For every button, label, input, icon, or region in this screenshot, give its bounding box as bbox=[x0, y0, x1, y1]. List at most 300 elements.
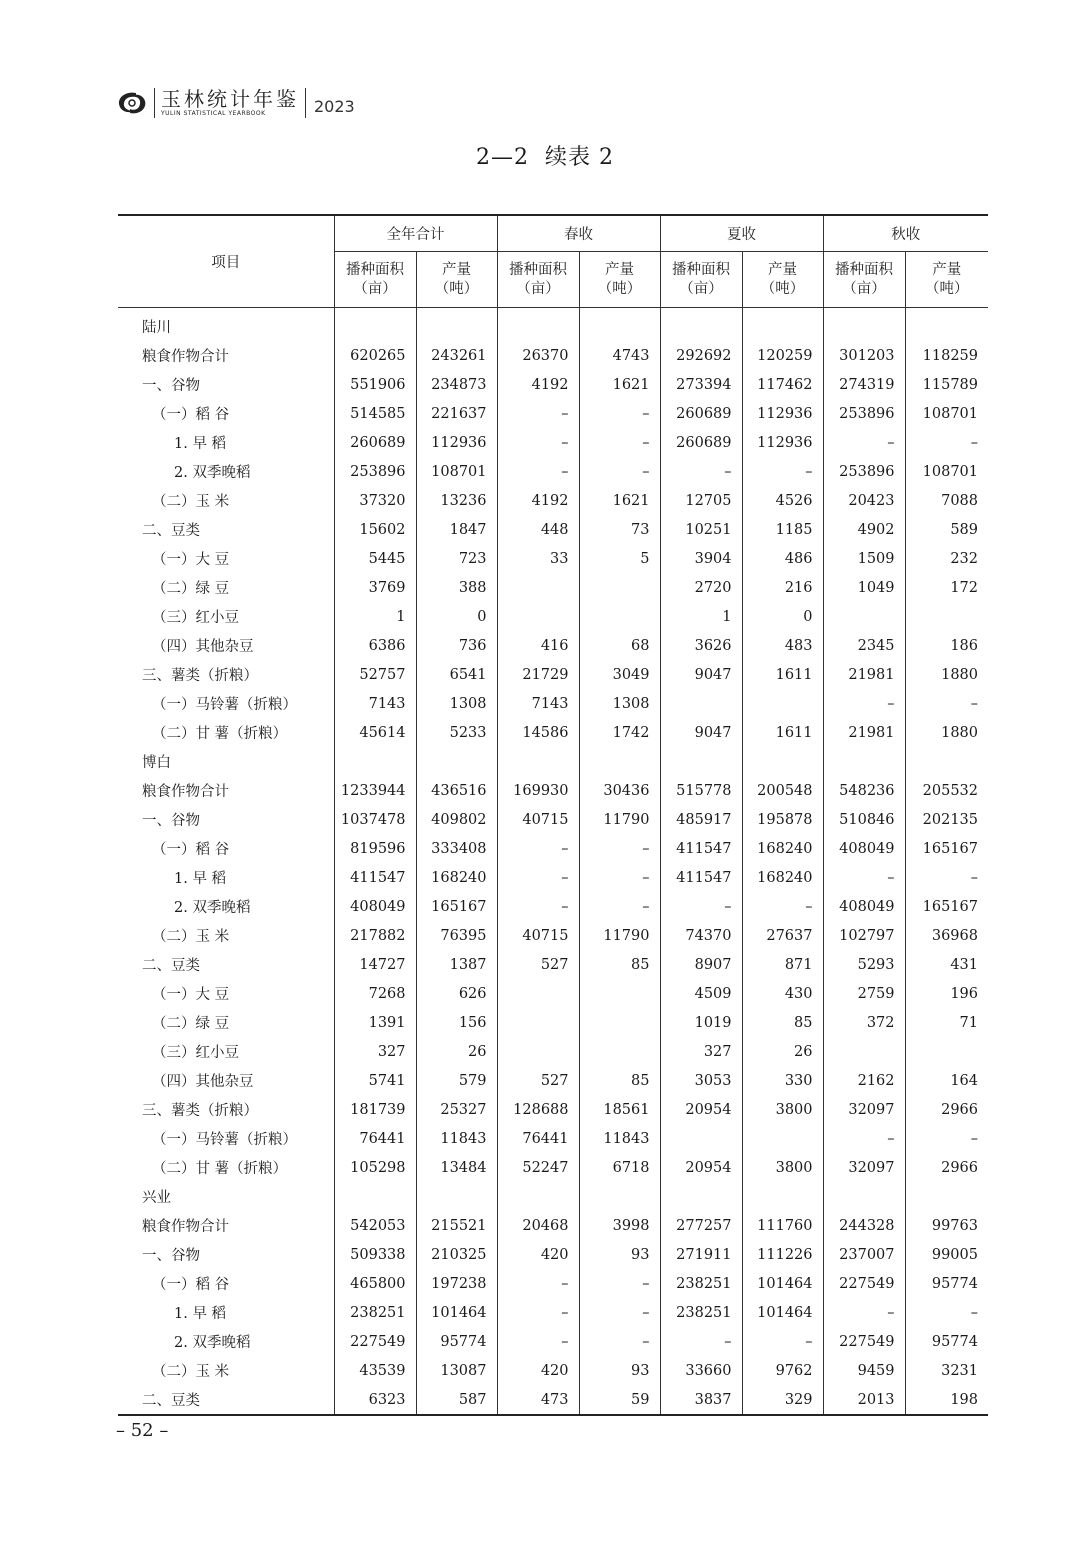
area-cell: 2013 bbox=[823, 1385, 905, 1415]
yield-cell: 13236 bbox=[416, 486, 497, 515]
yield-cell: 0 bbox=[742, 602, 823, 631]
page-number: – 52 – bbox=[116, 1420, 169, 1441]
yield-cell: 3998 bbox=[579, 1211, 660, 1240]
yield-cell bbox=[579, 747, 660, 776]
item-column-header: 项目 bbox=[118, 215, 334, 308]
yield-cell: – bbox=[579, 457, 660, 486]
row-label: 粮食作物合计 bbox=[142, 349, 229, 365]
yield-cell bbox=[579, 1037, 660, 1066]
area-cell: 128688 bbox=[497, 1095, 579, 1124]
area-cell: 237007 bbox=[823, 1240, 905, 1269]
area-cell: 509338 bbox=[334, 1240, 416, 1269]
row-label: 二、豆类 bbox=[142, 1393, 200, 1409]
area-cell: 551906 bbox=[334, 370, 416, 399]
table-row bbox=[118, 573, 988, 602]
area-cell: 8907 bbox=[660, 950, 742, 979]
yield-cell: 486 bbox=[742, 544, 823, 573]
area-cell: 21981 bbox=[823, 660, 905, 689]
yield-cell: 108701 bbox=[905, 399, 988, 428]
row-label: （一）大 豆 bbox=[152, 552, 230, 568]
area-cell: 1391 bbox=[334, 1008, 416, 1037]
row-label: （二）玉 米 bbox=[152, 494, 230, 510]
area-cell: – bbox=[823, 1124, 905, 1153]
table-row bbox=[118, 950, 988, 979]
area-cell bbox=[660, 1182, 742, 1211]
area-cell: 1 bbox=[334, 602, 416, 631]
yield-cell: 156 bbox=[416, 1008, 497, 1037]
yield-cell: 71 bbox=[905, 1008, 988, 1037]
yield-cell: 115789 bbox=[905, 370, 988, 399]
area-cell: 274319 bbox=[823, 370, 905, 399]
area-cell: 3626 bbox=[660, 631, 742, 660]
table-row bbox=[118, 1298, 988, 1327]
yield-cell: 587 bbox=[416, 1385, 497, 1415]
area-cell: 227549 bbox=[334, 1327, 416, 1356]
area-cell: 1509 bbox=[823, 544, 905, 573]
area-cell: 26370 bbox=[497, 341, 579, 370]
yield-cell: 4526 bbox=[742, 486, 823, 515]
area-cell: 260689 bbox=[660, 428, 742, 457]
sub-header-area: 播种面积 （亩） bbox=[497, 252, 579, 308]
area-cell: 411547 bbox=[660, 863, 742, 892]
row-label: 1. 早 稻 bbox=[174, 436, 227, 452]
yield-cell: 101464 bbox=[742, 1298, 823, 1327]
yield-cell: 111760 bbox=[742, 1211, 823, 1240]
yield-cell: 196 bbox=[905, 979, 988, 1008]
yield-cell: 168240 bbox=[416, 863, 497, 892]
yield-cell: 73 bbox=[579, 515, 660, 544]
yield-cell: 1308 bbox=[579, 689, 660, 718]
area-cell bbox=[497, 1182, 579, 1211]
yield-cell: 9762 bbox=[742, 1356, 823, 1385]
yield-cell bbox=[416, 1182, 497, 1211]
row-label: 三、薯类（折粮） bbox=[142, 668, 258, 684]
yield-cell: – bbox=[905, 1124, 988, 1153]
area-cell bbox=[497, 308, 579, 342]
area-cell: 45614 bbox=[334, 718, 416, 747]
yield-cell: 164 bbox=[905, 1066, 988, 1095]
area-cell: 2759 bbox=[823, 979, 905, 1008]
area-cell: 4192 bbox=[497, 370, 579, 399]
yield-cell: 431 bbox=[905, 950, 988, 979]
table-row bbox=[118, 718, 988, 747]
area-cell: – bbox=[823, 689, 905, 718]
table-row bbox=[118, 370, 988, 399]
yield-cell: 11790 bbox=[579, 921, 660, 950]
yield-cell: 436516 bbox=[416, 776, 497, 805]
yield-cell: 168240 bbox=[742, 863, 823, 892]
yield-cell: 85 bbox=[742, 1008, 823, 1037]
yield-cell bbox=[905, 1182, 988, 1211]
area-cell: – bbox=[660, 1327, 742, 1356]
yield-cell: 243261 bbox=[416, 341, 497, 370]
row-label: （三）红小豆 bbox=[152, 610, 239, 626]
yield-cell: 6541 bbox=[416, 660, 497, 689]
row-label: 一、谷物 bbox=[142, 378, 200, 394]
row-label: 2. 双季晚稻 bbox=[174, 900, 251, 916]
yield-cell: – bbox=[579, 834, 660, 863]
table-row bbox=[118, 341, 988, 370]
area-cell: – bbox=[497, 1269, 579, 1298]
area-cell: 238251 bbox=[334, 1298, 416, 1327]
area-cell: – bbox=[497, 863, 579, 892]
yield-cell: 76395 bbox=[416, 921, 497, 950]
sub-header-yield: 产量 （吨） bbox=[416, 252, 497, 308]
row-label: （一）大 豆 bbox=[152, 987, 230, 1003]
yield-cell: 85 bbox=[579, 950, 660, 979]
yield-cell: 11843 bbox=[579, 1124, 660, 1153]
yield-cell: 723 bbox=[416, 544, 497, 573]
area-cell: 514585 bbox=[334, 399, 416, 428]
area-cell: 6323 bbox=[334, 1385, 416, 1415]
yield-cell: 3800 bbox=[742, 1095, 823, 1124]
table-row bbox=[118, 1327, 988, 1356]
area-cell: 448 bbox=[497, 515, 579, 544]
sub-header-area: 播种面积 （亩） bbox=[823, 252, 905, 308]
area-cell: 3904 bbox=[660, 544, 742, 573]
row-label: 2. 双季晚稻 bbox=[174, 465, 251, 481]
yield-cell: 6718 bbox=[579, 1153, 660, 1182]
row-label: （二）甘 薯（折粮） bbox=[152, 726, 288, 742]
area-cell: 3053 bbox=[660, 1066, 742, 1095]
row-label: 粮食作物合计 bbox=[142, 784, 229, 800]
area-cell: 408049 bbox=[334, 892, 416, 921]
row-label: （二）玉 米 bbox=[152, 1364, 230, 1380]
yield-cell bbox=[579, 1182, 660, 1211]
yield-cell: 13087 bbox=[416, 1356, 497, 1385]
yield-cell: 85 bbox=[579, 1066, 660, 1095]
area-cell: 1 bbox=[660, 602, 742, 631]
table-row bbox=[118, 399, 988, 428]
area-cell: – bbox=[497, 399, 579, 428]
yield-cell: 198 bbox=[905, 1385, 988, 1415]
yield-cell: 1742 bbox=[579, 718, 660, 747]
yield-cell: 210325 bbox=[416, 1240, 497, 1269]
yield-cell: 118259 bbox=[905, 341, 988, 370]
group-header-spring: 春收 bbox=[497, 215, 660, 252]
area-cell bbox=[497, 602, 579, 631]
table-row bbox=[118, 631, 988, 660]
book-year: 2023 bbox=[314, 96, 355, 116]
yield-cell bbox=[742, 308, 823, 342]
table-row bbox=[118, 1269, 988, 1298]
yield-cell: 111226 bbox=[742, 1240, 823, 1269]
table-title bbox=[0, 140, 1090, 171]
area-cell: 548236 bbox=[823, 776, 905, 805]
yield-cell: 388 bbox=[416, 573, 497, 602]
row-label: （一）马铃薯（折粮） bbox=[152, 697, 297, 713]
table-row bbox=[118, 660, 988, 689]
area-cell: – bbox=[497, 428, 579, 457]
area-cell bbox=[334, 308, 416, 342]
yield-cell: 409802 bbox=[416, 805, 497, 834]
yield-cell: 221637 bbox=[416, 399, 497, 428]
yield-cell: 483 bbox=[742, 631, 823, 660]
yield-cell: 165167 bbox=[905, 834, 988, 863]
group-header-summer: 夏收 bbox=[660, 215, 823, 252]
area-cell: 7143 bbox=[497, 689, 579, 718]
yield-cell: 3231 bbox=[905, 1356, 988, 1385]
area-cell: 40715 bbox=[497, 805, 579, 834]
area-cell: 181739 bbox=[334, 1095, 416, 1124]
yield-cell: 18561 bbox=[579, 1095, 660, 1124]
area-cell: 227549 bbox=[823, 1327, 905, 1356]
yield-cell bbox=[742, 689, 823, 718]
yield-cell: 13484 bbox=[416, 1153, 497, 1182]
region-row bbox=[118, 747, 988, 776]
yield-cell: 5233 bbox=[416, 718, 497, 747]
table-row bbox=[118, 1240, 988, 1269]
header-divider bbox=[305, 88, 306, 118]
area-cell bbox=[660, 1124, 742, 1153]
area-cell: 244328 bbox=[823, 1211, 905, 1240]
area-cell: 7143 bbox=[334, 689, 416, 718]
yield-cell: 234873 bbox=[416, 370, 497, 399]
table-row bbox=[118, 921, 988, 950]
yield-cell bbox=[905, 1037, 988, 1066]
area-cell: 819596 bbox=[334, 834, 416, 863]
row-label: 三、薯类（折粮） bbox=[142, 1103, 258, 1119]
row-label: （四）其他杂豆 bbox=[152, 639, 254, 655]
area-cell: 3837 bbox=[660, 1385, 742, 1415]
yield-cell: – bbox=[579, 428, 660, 457]
yield-cell: – bbox=[905, 863, 988, 892]
area-cell: 169930 bbox=[497, 776, 579, 805]
yield-cell: 168240 bbox=[742, 834, 823, 863]
area-cell: 411547 bbox=[334, 863, 416, 892]
yield-cell: 4743 bbox=[579, 341, 660, 370]
area-cell bbox=[334, 747, 416, 776]
table-row bbox=[118, 515, 988, 544]
yield-cell: 333408 bbox=[416, 834, 497, 863]
yearbook-logo-icon bbox=[116, 89, 148, 117]
area-cell: 52757 bbox=[334, 660, 416, 689]
area-cell: – bbox=[497, 892, 579, 921]
table-row bbox=[118, 1124, 988, 1153]
row-label: 1. 早 稻 bbox=[174, 871, 227, 887]
table-row bbox=[118, 544, 988, 573]
yield-cell bbox=[579, 979, 660, 1008]
area-cell bbox=[497, 1037, 579, 1066]
area-cell: – bbox=[497, 457, 579, 486]
yield-cell: 330 bbox=[742, 1066, 823, 1095]
yield-cell bbox=[416, 308, 497, 342]
area-cell: – bbox=[660, 457, 742, 486]
row-label: （二）绿 豆 bbox=[152, 581, 230, 597]
yield-cell: 11843 bbox=[416, 1124, 497, 1153]
yield-cell: – bbox=[905, 428, 988, 457]
area-cell: 1049 bbox=[823, 573, 905, 602]
area-cell: 2345 bbox=[823, 631, 905, 660]
table-row bbox=[118, 1066, 988, 1095]
area-cell: 620265 bbox=[334, 341, 416, 370]
yield-cell: 197238 bbox=[416, 1269, 497, 1298]
area-cell: 238251 bbox=[660, 1298, 742, 1327]
area-cell: 7268 bbox=[334, 979, 416, 1008]
area-cell: 20423 bbox=[823, 486, 905, 515]
area-cell: 32097 bbox=[823, 1095, 905, 1124]
area-cell bbox=[497, 979, 579, 1008]
row-label: 一、谷物 bbox=[142, 1248, 200, 1264]
area-cell: – bbox=[497, 1298, 579, 1327]
area-cell: 292692 bbox=[660, 341, 742, 370]
yield-cell: – bbox=[579, 863, 660, 892]
yield-cell: 215521 bbox=[416, 1211, 497, 1240]
area-cell: 12705 bbox=[660, 486, 742, 515]
table-row bbox=[118, 486, 988, 515]
yield-cell: 626 bbox=[416, 979, 497, 1008]
yield-cell: – bbox=[579, 892, 660, 921]
area-cell: 37320 bbox=[334, 486, 416, 515]
table-number: 2—2 bbox=[476, 145, 529, 170]
area-cell: 473 bbox=[497, 1385, 579, 1415]
group-header-autumn: 秋收 bbox=[823, 215, 988, 252]
area-cell: 416 bbox=[497, 631, 579, 660]
area-cell: 527 bbox=[497, 950, 579, 979]
group-header-annual: 全年合计 bbox=[334, 215, 497, 252]
yield-cell: 27637 bbox=[742, 921, 823, 950]
yield-cell: 589 bbox=[905, 515, 988, 544]
area-cell: 277257 bbox=[660, 1211, 742, 1240]
area-cell bbox=[823, 747, 905, 776]
table-row bbox=[118, 428, 988, 457]
yield-cell bbox=[905, 602, 988, 631]
row-label: 2. 双季晚稻 bbox=[174, 1335, 251, 1351]
yield-cell: 93 bbox=[579, 1240, 660, 1269]
row-label: 粮食作物合计 bbox=[142, 1219, 229, 1235]
table-row bbox=[118, 805, 988, 834]
yield-cell: – bbox=[579, 1298, 660, 1327]
yield-cell bbox=[416, 747, 497, 776]
yield-cell: 30436 bbox=[579, 776, 660, 805]
row-label: 二、豆类 bbox=[142, 958, 200, 974]
yield-cell: – bbox=[742, 457, 823, 486]
row-label: （四）其他杂豆 bbox=[152, 1074, 254, 1090]
area-cell: 411547 bbox=[660, 834, 742, 863]
area-cell: 14727 bbox=[334, 950, 416, 979]
area-cell: 9047 bbox=[660, 660, 742, 689]
sub-header-yield: 产量 （吨） bbox=[579, 252, 660, 308]
yield-cell: 172 bbox=[905, 573, 988, 602]
area-cell: 21981 bbox=[823, 718, 905, 747]
table-row bbox=[118, 863, 988, 892]
yield-cell: 3800 bbox=[742, 1153, 823, 1182]
yield-cell: 1611 bbox=[742, 718, 823, 747]
area-cell: 510846 bbox=[823, 805, 905, 834]
yield-cell: 108701 bbox=[905, 457, 988, 486]
yield-cell: 112936 bbox=[416, 428, 497, 457]
yield-cell: – bbox=[579, 1327, 660, 1356]
area-cell bbox=[823, 602, 905, 631]
table-title-text: 续表 2 bbox=[545, 145, 614, 170]
yield-cell: 186 bbox=[905, 631, 988, 660]
area-cell: 20954 bbox=[660, 1095, 742, 1124]
area-cell bbox=[660, 308, 742, 342]
region-label: 陆川 bbox=[142, 320, 171, 336]
yield-cell: 99005 bbox=[905, 1240, 988, 1269]
area-cell: 52247 bbox=[497, 1153, 579, 1182]
yield-cell: 101464 bbox=[416, 1298, 497, 1327]
row-label: （一）稻 谷 bbox=[152, 842, 230, 858]
area-cell: 1233944 bbox=[334, 776, 416, 805]
area-cell: 15602 bbox=[334, 515, 416, 544]
yield-cell: 25327 bbox=[416, 1095, 497, 1124]
row-label: 一、谷物 bbox=[142, 813, 200, 829]
area-cell: 420 bbox=[497, 1240, 579, 1269]
yield-cell: – bbox=[579, 399, 660, 428]
area-cell bbox=[660, 689, 742, 718]
area-cell: 76441 bbox=[497, 1124, 579, 1153]
row-label: 二、豆类 bbox=[142, 523, 200, 539]
region-row bbox=[118, 308, 988, 342]
yield-cell: 95774 bbox=[416, 1327, 497, 1356]
area-cell bbox=[823, 308, 905, 342]
area-cell: 1019 bbox=[660, 1008, 742, 1037]
yield-cell: – bbox=[579, 1269, 660, 1298]
area-cell bbox=[497, 1008, 579, 1037]
table-row bbox=[118, 602, 988, 631]
yield-cell: 205532 bbox=[905, 776, 988, 805]
yield-cell: 26 bbox=[416, 1037, 497, 1066]
row-label: （一）稻 谷 bbox=[152, 407, 230, 423]
yield-cell: 36968 bbox=[905, 921, 988, 950]
yield-cell: 1880 bbox=[905, 660, 988, 689]
area-cell: 2162 bbox=[823, 1066, 905, 1095]
yield-cell bbox=[579, 308, 660, 342]
yield-cell bbox=[905, 747, 988, 776]
area-cell: 9047 bbox=[660, 718, 742, 747]
row-label: （二）玉 米 bbox=[152, 929, 230, 945]
area-cell: – bbox=[497, 834, 579, 863]
table-row bbox=[118, 979, 988, 1008]
area-cell: 408049 bbox=[823, 892, 905, 921]
area-cell: 420 bbox=[497, 1356, 579, 1385]
table-row bbox=[118, 457, 988, 486]
row-label: （三）红小豆 bbox=[152, 1045, 239, 1061]
area-cell bbox=[497, 747, 579, 776]
yield-cell: 430 bbox=[742, 979, 823, 1008]
table-row bbox=[118, 1385, 988, 1415]
region-label: 博白 bbox=[142, 755, 171, 771]
row-label: （一）马铃薯（折粮） bbox=[152, 1132, 297, 1148]
area-cell: 542053 bbox=[334, 1211, 416, 1240]
area-cell: 33660 bbox=[660, 1356, 742, 1385]
yield-cell bbox=[579, 1008, 660, 1037]
yield-cell: 117462 bbox=[742, 370, 823, 399]
yield-cell bbox=[742, 747, 823, 776]
table-body bbox=[118, 308, 988, 1416]
yield-cell bbox=[579, 573, 660, 602]
yield-cell: 101464 bbox=[742, 1269, 823, 1298]
yield-cell: 95774 bbox=[905, 1269, 988, 1298]
area-cell: 32097 bbox=[823, 1153, 905, 1182]
area-cell: 102797 bbox=[823, 921, 905, 950]
yield-cell: 7088 bbox=[905, 486, 988, 515]
area-cell: – bbox=[823, 1298, 905, 1327]
yield-cell: 26 bbox=[742, 1037, 823, 1066]
yield-cell bbox=[905, 308, 988, 342]
table-row bbox=[118, 1095, 988, 1124]
area-cell: 238251 bbox=[660, 1269, 742, 1298]
yield-cell: 1621 bbox=[579, 370, 660, 399]
area-cell bbox=[660, 747, 742, 776]
yield-cell: 871 bbox=[742, 950, 823, 979]
yield-cell: 1387 bbox=[416, 950, 497, 979]
yield-cell: 5 bbox=[579, 544, 660, 573]
area-cell: 372 bbox=[823, 1008, 905, 1037]
table-row bbox=[118, 834, 988, 863]
area-cell: 1037478 bbox=[334, 805, 416, 834]
